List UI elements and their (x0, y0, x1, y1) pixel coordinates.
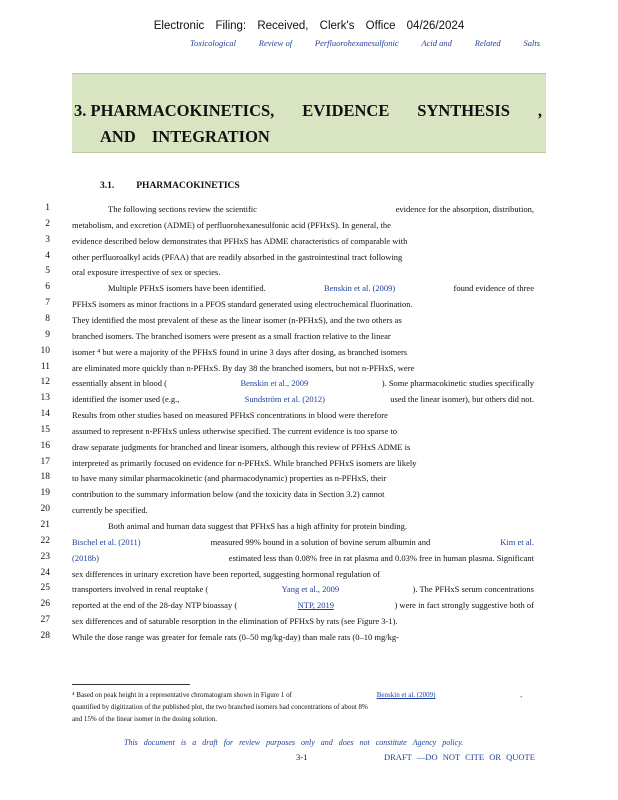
line-number: 6 (45, 282, 50, 293)
citation-link[interactable]: Kim et al. (500, 536, 534, 547)
footnote-line (72, 703, 522, 711)
line-number: 9 (45, 329, 50, 340)
draft-disclaimer: This document is a draft for review purposes only and does not constitute Agency policy. (124, 738, 464, 747)
text-line (72, 331, 534, 341)
text-segment: The following sections review the scientific (108, 204, 257, 214)
text-segment: Multiple PFHxS isomers have been identified. (108, 283, 266, 294)
line-number: 20 (40, 504, 50, 515)
chapter-title-line-1: 3. PHARMACOKINETICS, EVIDENCE SYNTHESIS , (74, 101, 542, 120)
footnote-text: and 15% of the linear isomer in the dosing solution. (72, 715, 218, 723)
line-number: 22 (40, 535, 50, 546)
text-segment: transporters involved in renal reuptake ( (72, 584, 209, 595)
text-line (72, 584, 534, 594)
line-number: 18 (40, 472, 50, 483)
text-line (72, 363, 534, 373)
line-number: 7 (45, 298, 50, 309)
text-line (72, 394, 534, 404)
text-segment: metabolism, and excretion (ADME) of perfluorohexanesulfonic acid (PFHxS). In general, the (72, 219, 391, 230)
document-subtitle: Toxicological Review of Perfluorohexanesulfonic Acid and Related Salts (190, 38, 540, 48)
line-number: 8 (45, 313, 50, 324)
citation-link[interactable]: Bischel et al. (2011) (72, 536, 141, 547)
text-segment: reported at the end of the 28-day NTP bioassay ( (72, 600, 238, 611)
text-line (72, 505, 534, 515)
citation-link[interactable]: Yang et al., 2009 (281, 584, 340, 595)
text-segment: essentially absent in blood ( (72, 378, 167, 389)
section-title: PHARMACOKINETICS (136, 181, 240, 191)
text-line (72, 616, 534, 626)
line-number: 21 (40, 520, 50, 530)
citation-link[interactable]: Benskin et al. (2009) (323, 283, 396, 294)
line-number: 23 (40, 551, 50, 562)
text-line (72, 315, 534, 325)
text-segment: isomer ⁴ but were a majority of the PFHxS found in urine 3 days after dosing, as branched isomers (72, 346, 408, 357)
text-segment: evidence described below demonstrates that PFHxS has ADME characteristics of comparable with (72, 235, 408, 246)
text-line (72, 299, 534, 309)
text-line (72, 473, 534, 483)
line-number: 27 (40, 615, 50, 626)
text-segment: to have many similar pharmacokinetic (and pharmacodynamic) properties as n-PFHxS, their (72, 473, 387, 484)
text-line (72, 553, 534, 563)
footnote-text: , (520, 691, 522, 699)
text-segment: interpreted as primarily focused on evidence for n-PFHxS. While branched PFHxS isomers are likely (72, 457, 417, 468)
text-line (72, 220, 534, 230)
text-line (72, 600, 534, 610)
citation-link[interactable]: (2018b) (72, 552, 99, 563)
text-segment: are eliminated more quickly than n-PFHxS. By day 38 the branched isomers, but not n-PFHxS, were (72, 362, 415, 373)
citation-link[interactable]: Sundström et al. (2012) (244, 394, 325, 405)
text-line (72, 410, 534, 420)
text-line (72, 252, 534, 262)
text-segment: ) were in fact strongly suggestive both of (394, 600, 534, 611)
footnote-line (72, 715, 522, 723)
line-number: 12 (40, 377, 50, 388)
line-number: 13 (40, 393, 50, 404)
section-number: 3.1. (100, 181, 115, 191)
text-segment: other perfluoroalkyl acids (PFAA) that are readily absorbed in the gastrointestinal tract following (72, 251, 403, 262)
text-segment: ). Some pharmacokinetic studies specifically (381, 378, 534, 389)
footnote-text: ⁴ Based on peak height in a representative chromatogram shown in Figure 1 of (72, 691, 292, 699)
chapter-title-line-2: AND INTEGRATION (100, 127, 270, 146)
line-number: 15 (40, 424, 50, 435)
citation-link[interactable]: Benskin et al. (2009) (376, 691, 436, 699)
text-line (72, 236, 534, 246)
text-segment: identified the isomer used (e.g., (72, 394, 180, 405)
citation-link[interactable]: Benskin et al., 2009 (240, 378, 309, 389)
citation-link[interactable]: NTP, 2019 (297, 600, 334, 611)
text-segment: found evidence of three (453, 283, 534, 294)
text-line (72, 426, 534, 436)
text-segment: ). The PFHxS serum concentrations (412, 584, 534, 595)
text-segment: contribution to the summary information below (and the toxicity data in Section 3.2) cannot (72, 489, 385, 500)
line-number: 19 (40, 488, 50, 499)
line-number: 3 (45, 234, 50, 245)
text-segment: draw separate judgments for branched and linear isomers, although this review of PFHxS ADME is (72, 441, 411, 452)
text-segment: Both animal and human data suggest that PFHxS has a high affinity for protein binding. (108, 521, 407, 531)
line-number: 14 (40, 409, 50, 420)
text-segment: Results from other studies based on measured PFHxS concentrations in blood were therefore (72, 410, 388, 421)
footnote-text: quantified by digitization of the published plot, the two branched isomers had concentrations of about 8% (72, 703, 368, 711)
text-segment: branched isomers. The branched isomers were present as a small fraction relative to the linear (72, 330, 391, 341)
text-line (72, 347, 534, 357)
footnote-divider (72, 684, 190, 685)
text-segment: sex differences in urinary excretion have been reported, suggesting hormonal regulation of (72, 568, 381, 579)
line-number: 10 (40, 345, 50, 356)
text-segment: assumed to represent n-PFHxS unless otherwise specified. The current evidence is too sparse to (72, 425, 398, 436)
text-line (72, 458, 534, 468)
line-number: 24 (40, 567, 50, 578)
line-number: 1 (45, 203, 50, 213)
line-number: 28 (40, 630, 50, 641)
page-number: 3-1 (296, 752, 308, 762)
text-segment: PFHxS isomers as minor fractions in a PFOS standard generated using electrochemical fluorination. (72, 299, 413, 310)
line-number: 17 (40, 456, 50, 467)
text-segment: oral exposure irrespective of sex or species. (72, 267, 221, 278)
text-line (108, 204, 534, 214)
text-line (72, 632, 534, 642)
text-segment: While the dose range was greater for female rats (0–50 mg/kg-day) than male rats (0–10 mg/kg- (72, 631, 399, 642)
line-number: 11 (40, 361, 50, 372)
line-number: 4 (45, 250, 50, 261)
draft-notice: DRAFT —DO NOT CITE OR QUOTE (384, 752, 535, 762)
text-segment: measured 99% bound in a solution of bovine serum albumin and (210, 536, 431, 547)
text-line (72, 442, 534, 452)
text-segment: used the linear isomer), but others did not. (390, 394, 534, 405)
text-segment: estimated less than 0.08% free in rat plasma and 0.03% free in human plasma. Significant (228, 552, 534, 563)
text-line (108, 521, 534, 531)
text-line (72, 489, 534, 499)
line-number: 25 (40, 583, 50, 594)
line-number: 5 (45, 266, 50, 277)
text-segment: currently be specified. (72, 505, 148, 516)
line-number: 26 (40, 599, 50, 610)
text-line (72, 378, 534, 388)
text-line (72, 537, 534, 547)
text-line (72, 569, 534, 579)
section-heading (100, 181, 262, 191)
line-number: 16 (40, 440, 50, 451)
text-line (108, 283, 534, 293)
filing-header: Electronic Filing: Received, Clerk's Office 04/26/2024 (153, 20, 465, 32)
text-segment: evidence for the absorption, distribution, (395, 204, 534, 214)
chapter-heading-banner (72, 73, 546, 153)
line-number: 2 (45, 218, 50, 229)
text-line (72, 267, 534, 277)
text-segment: They identified the most prevalent of these as the linear isomer (n-PFHxS), and the two others as (72, 314, 402, 325)
text-segment: sex differences and of saturable resorption in the elimination of PFHxS by rats (see Figure 3-1). (72, 616, 398, 627)
footnote-line (72, 691, 522, 699)
